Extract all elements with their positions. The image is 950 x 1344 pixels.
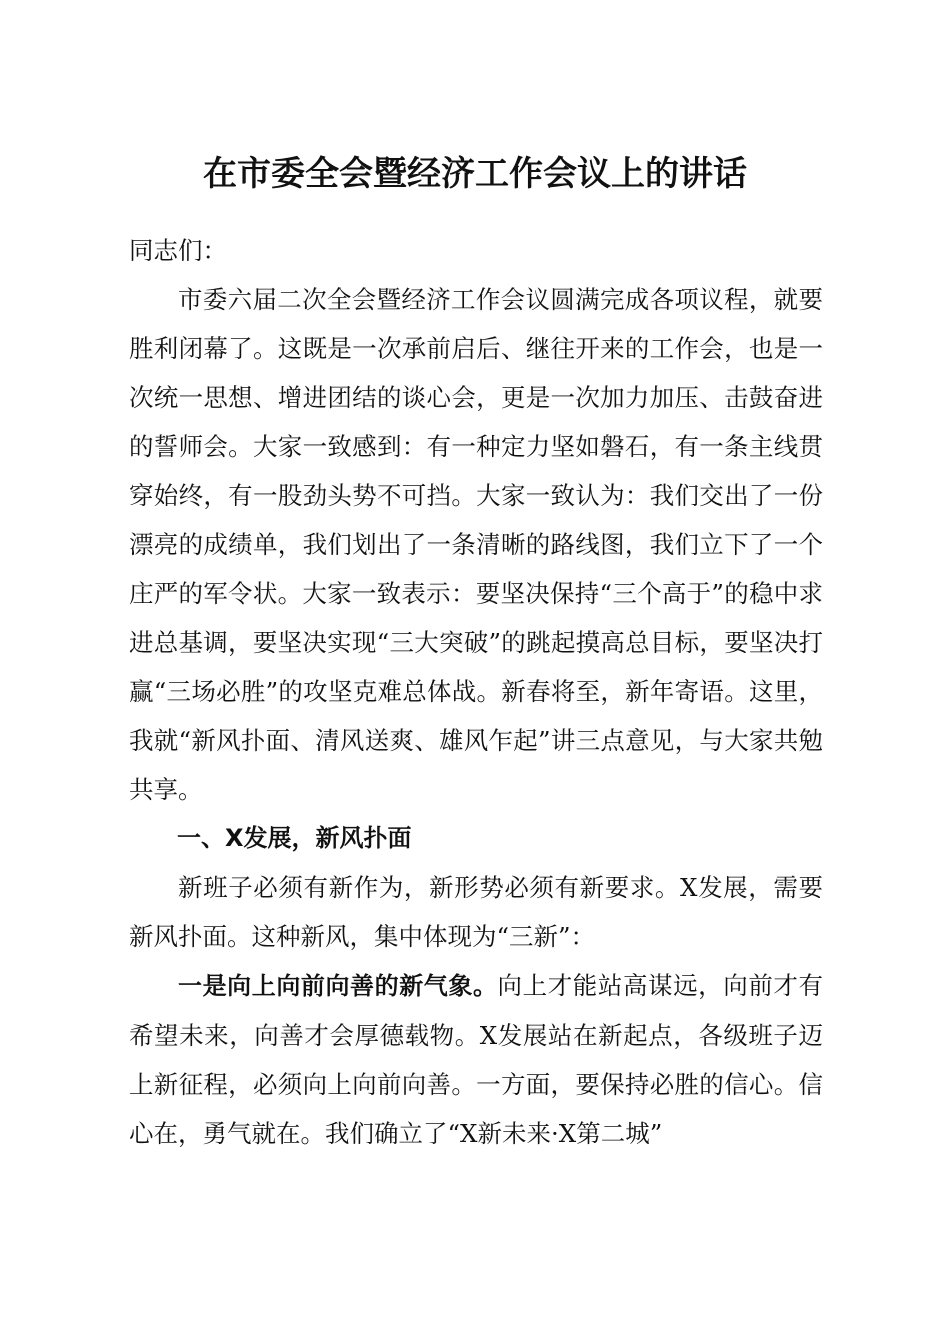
section-heading-1: 一、X发展，新风扑面 <box>177 824 412 852</box>
section-1-point-1 <box>129 961 823 1158</box>
document-body <box>129 226 823 1158</box>
point-1-lead: 一是向上向前向善的新气象。 <box>178 972 498 1000</box>
point-1-text: 向上才能站高谋远，向前才有希望未来，向善才会厚德载物。X发展站在新起点，各级班子迈上新征程，必须向上向前向善。一方面，要保持必胜的信心。信心在，勇气就在。我们确立了“X新未来·X第二城” <box>129 971 824 1148</box>
section-1-intro: 新班子必须有新作为，新形势必须有新要求。X发展，需要新风扑面。这种新风，集中体现为“三新”： <box>129 873 823 951</box>
paragraph-opening: 市委六届二次全会暨经济工作会议圆满完成各项议程，就要胜利闭幕了。这既是一次承前启后、继往开来的工作会，也是一次统一思想、增进团结的谈心会，更是一次加力加压、击鼓奋进的誓师会。大家一致感到：有一种定力坚如磐石，有一条主线贯穿始终，有一股劲头势不可挡。大家一致认为：我们交出了一份漂亮的成绩单，我们划出了一条清晰的路线图，我们立下了一个庄严的军令状。大家一致表示：要坚决保持“三个高于”的稳中求进总基调，要坚决实现“三大突破”的跳起摸高总目标，要坚决打赢“三场必胜”的攻坚克难总体战。新春将至，新年寄语。这里，我就“新风扑面、清风送爽、雄风乍起”讲三点意见，与大家共勉共享。 <box>129 285 823 804</box>
salutation: 同志们： <box>129 236 227 265</box>
document-title: 在市委全会暨经济工作会议上的讲话 <box>203 154 747 194</box>
